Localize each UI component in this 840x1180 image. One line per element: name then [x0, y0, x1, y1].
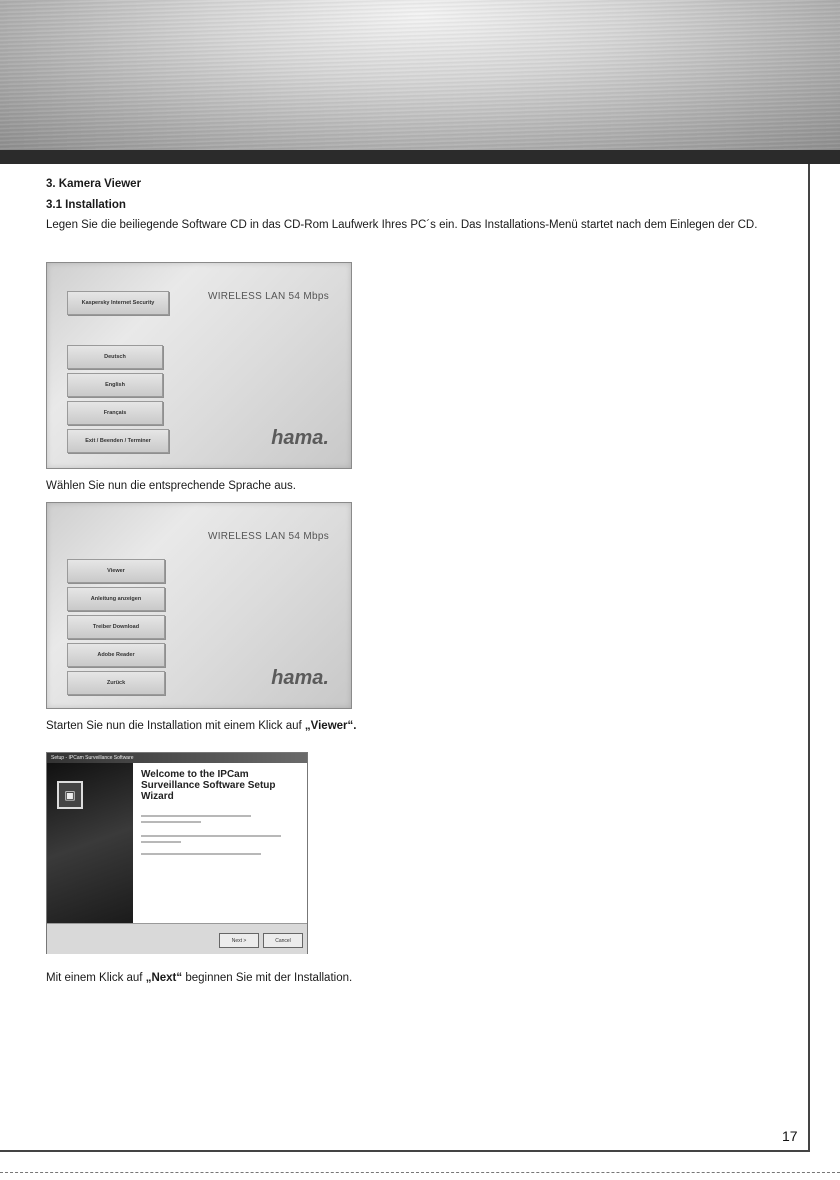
hama-logo: hama.	[271, 667, 329, 689]
exit-button: Exit / Beenden / Terminer	[67, 429, 169, 453]
section-heading: 3. Kamera Viewer	[46, 178, 142, 190]
product-subtitle	[289, 307, 329, 317]
language-menu-screenshot	[46, 262, 352, 469]
page-number: 17	[782, 1128, 798, 1144]
anleitung-button: Anleitung anzeigen	[67, 587, 165, 611]
wizard-text-line	[141, 815, 251, 817]
wizard-text-line	[141, 853, 261, 855]
caption-3	[46, 970, 798, 987]
bottom-border-rule	[0, 1150, 810, 1152]
caption-2	[46, 718, 798, 735]
wizard-text-line	[141, 841, 181, 843]
kaspersky-button: Kaspersky Internet Security	[67, 291, 169, 315]
wizard-cancel-button: Cancel	[263, 933, 303, 948]
wizard-button-bar	[47, 923, 307, 954]
caption-next-text: Mit einem Klick auf	[46, 972, 146, 984]
header-banner	[0, 0, 840, 150]
main-menu-screenshot	[46, 502, 352, 709]
wizard-side-panel	[47, 763, 133, 923]
treiber-button: Treiber Download	[67, 615, 165, 639]
caption-language: Wählen Sie nun die entsprechende Sprache aus.	[46, 480, 296, 492]
caption-viewer-text: Starten Sie nun die Installation mit einem Klick auf	[46, 720, 305, 732]
bottom-dashed-line	[0, 1172, 840, 1173]
wizard-titlebar: Setup - IPCam Surveillance Software	[47, 753, 307, 763]
deutsch-button: Deutsch	[67, 345, 163, 369]
adobe-button: Adobe Reader	[67, 643, 165, 667]
caption-next	[46, 970, 798, 987]
hama-logo: hama.	[271, 427, 329, 449]
right-border-rule	[808, 164, 810, 1151]
product-brand: WIRELESS LAN 54 Mbps	[207, 531, 329, 542]
product-subtitle	[289, 547, 329, 557]
header-bar	[0, 150, 840, 164]
setup-wizard-screenshot	[46, 752, 308, 954]
viewer-button: Viewer	[67, 559, 165, 583]
intro-paragraph: Legen Sie die beiliegende Software CD in das CD-Rom Laufwerk Ihres PC´s ein. Das Installations-Menü startet nach dem Einlegen der CD.	[46, 219, 758, 231]
setup-icon: ▣	[57, 781, 83, 809]
zurueck-button: Zurück	[67, 671, 165, 695]
wizard-text-line	[141, 821, 201, 823]
caption-viewer-emph: „Viewer“.	[304, 720, 357, 732]
caption-next-text-after: beginnen Sie mit der Installation.	[182, 972, 353, 984]
wizard-text-line	[141, 835, 281, 837]
francais-button: Français	[67, 401, 163, 425]
page-content	[46, 176, 798, 234]
caption-next-emph: „Next“	[145, 972, 183, 984]
english-button: English	[67, 373, 163, 397]
wizard-heading: Welcome to the IPCam Surveillance Software Setup Wizard	[141, 769, 276, 802]
caption-1	[46, 478, 798, 495]
caption-viewer	[46, 718, 798, 735]
section-subheading: 3.1 Installation	[46, 199, 126, 211]
product-brand: WIRELESS LAN 54 Mbps	[207, 291, 329, 302]
wizard-next-button: Next >	[219, 933, 259, 948]
